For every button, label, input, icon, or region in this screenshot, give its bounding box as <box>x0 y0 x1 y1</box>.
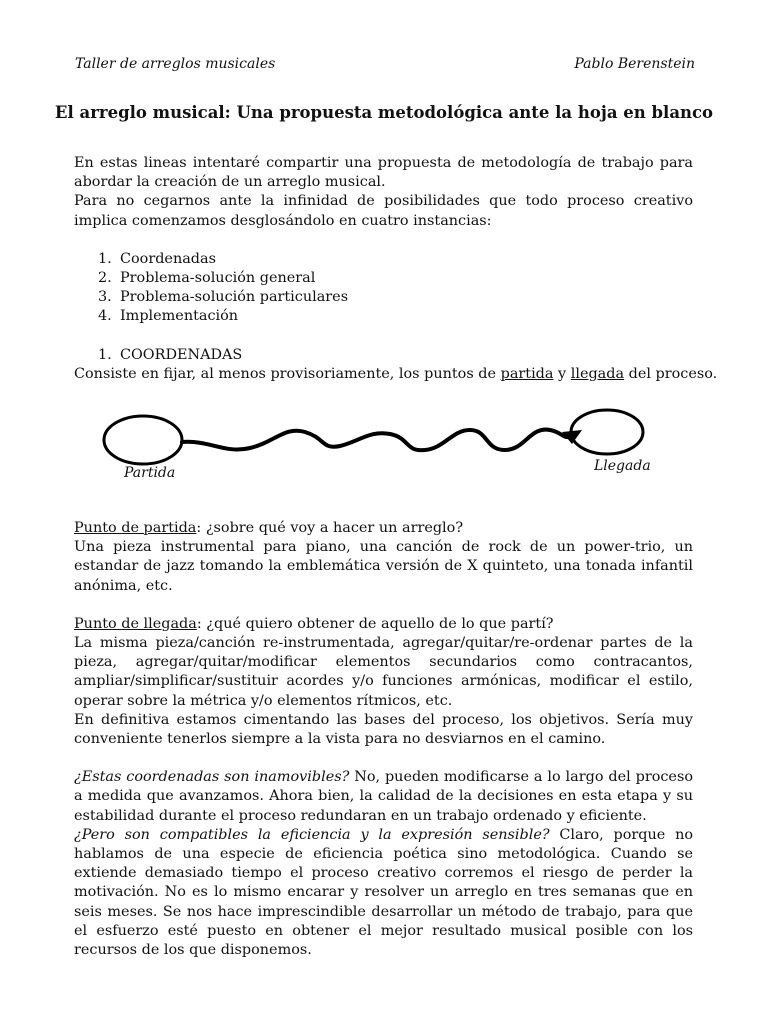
points-block <box>74 519 693 960</box>
faq-question-2: ¿Pero son compatibles la eficiencia y la expresión sensible? <box>74 826 550 843</box>
punto-llegada-conclusion: En definitiva estamos cimentando las bases del proceso, los objetivos. Sería muy conveniente tenerlos siempre a la vista para no desviarnos en el camino. <box>74 711 693 748</box>
process-diagram <box>100 400 660 480</box>
list-item: 3. Problema-solución particulares <box>98 289 349 306</box>
section-title-coordenadas: COORDENADAS <box>120 346 243 363</box>
term-llegada: llegada <box>570 365 625 382</box>
label-partida: Partida <box>124 465 176 481</box>
header-course-title: Taller de arreglos musicales <box>75 56 276 72</box>
faq-paragraph-2: ¿Pero son compatibles la eficiencia y la expresión sensible? Claro, porque no hablamos de una especie de eficiencia poética sino metodológica. Cuando se extiende demasiado tiempo el proceso creativo corremos el riesgo de perder la motivación. No es lo mismo encarar y resolver un arreglo en tres semanas que en seis meses. Se nos hace imprescindible desarrollar un método de trabajo, para que el esfuerzo esté puesto en obtener el mejor resultado musical posible con los recursos de los que disponemos. <box>74 826 693 959</box>
faq-question-1: ¿Estas coordenadas son inamovibles? <box>74 769 350 786</box>
section-1-description: Consiste en fijar, al menos provisoriamente, los puntos de partida y llegada del proceso. <box>74 365 718 382</box>
punto-partida-text: Una pieza instrumental para piano, una canción de rock de un power-trio, un estandar de jazz tomando la emblemática versión de X quinteto, una tonada infantil anónima, etc. <box>74 539 693 594</box>
end-ellipse <box>571 410 643 454</box>
page-header <box>75 56 695 72</box>
wavy-path-arrow <box>182 430 571 451</box>
punto-partida-label: Punto de partida <box>74 520 197 536</box>
punto-partida-heading: Punto de partida: ¿sobre qué voy a hacer un arreglo? <box>74 520 464 536</box>
start-ellipse <box>104 416 182 464</box>
term-partida: partida <box>500 365 554 382</box>
faq-paragraph-1: ¿Estas coordenadas son inamovibles? No, pueden modificarse a lo largo del proceso a medida que avanzamos. Ahora bien, la calidad de la decisiones en esta etapa y su estabilidad durante el proceso redundaran en un trabajo ordenado y eficiente. <box>74 769 693 824</box>
header-author: Pablo Berenstein <box>574 56 695 72</box>
intro-paragraph-2: Para no cegarnos ante la infinidad de posibilidades que todo proceso creativo implica comenzamos desglosándolo en cuatro instancias: <box>74 193 693 229</box>
punto-llegada-heading: Punto de llegada: ¿qué quiero obtener de aquello de lo que partí? <box>74 615 554 632</box>
punto-llegada-text: La misma pieza/canción re-instrumentada, agregar/quitar/re-ordenar partes de la pieza, agregar/quitar/modificar elementos secundarios como contracantos, ampliar/simplificar/sustituir acordes y/o funciones armónicas, modificar el estilo, operar sobre la métrica y/o elementos rítmicos, etc. <box>74 635 693 709</box>
list-item: 1. Coordenadas <box>98 250 216 267</box>
instances-list <box>74 250 693 327</box>
document-title: El arreglo musical: Una propuesta metodológica ante la hoja en blanco <box>54 103 714 122</box>
label-llegada: Llegada <box>594 458 651 474</box>
list-item: 2. Problema-solución general <box>98 270 316 287</box>
intro-block <box>74 154 718 384</box>
intro-paragraph-1: En estas lineas intentaré compartir una propuesta de metodología de trabajo para abordar la creación de un arreglo musical. <box>74 155 693 191</box>
punto-llegada-label: Punto de llegada <box>74 615 197 632</box>
section-heading: 1. COORDENADAS <box>98 346 243 363</box>
list-item: 4. Implementación <box>98 308 239 325</box>
